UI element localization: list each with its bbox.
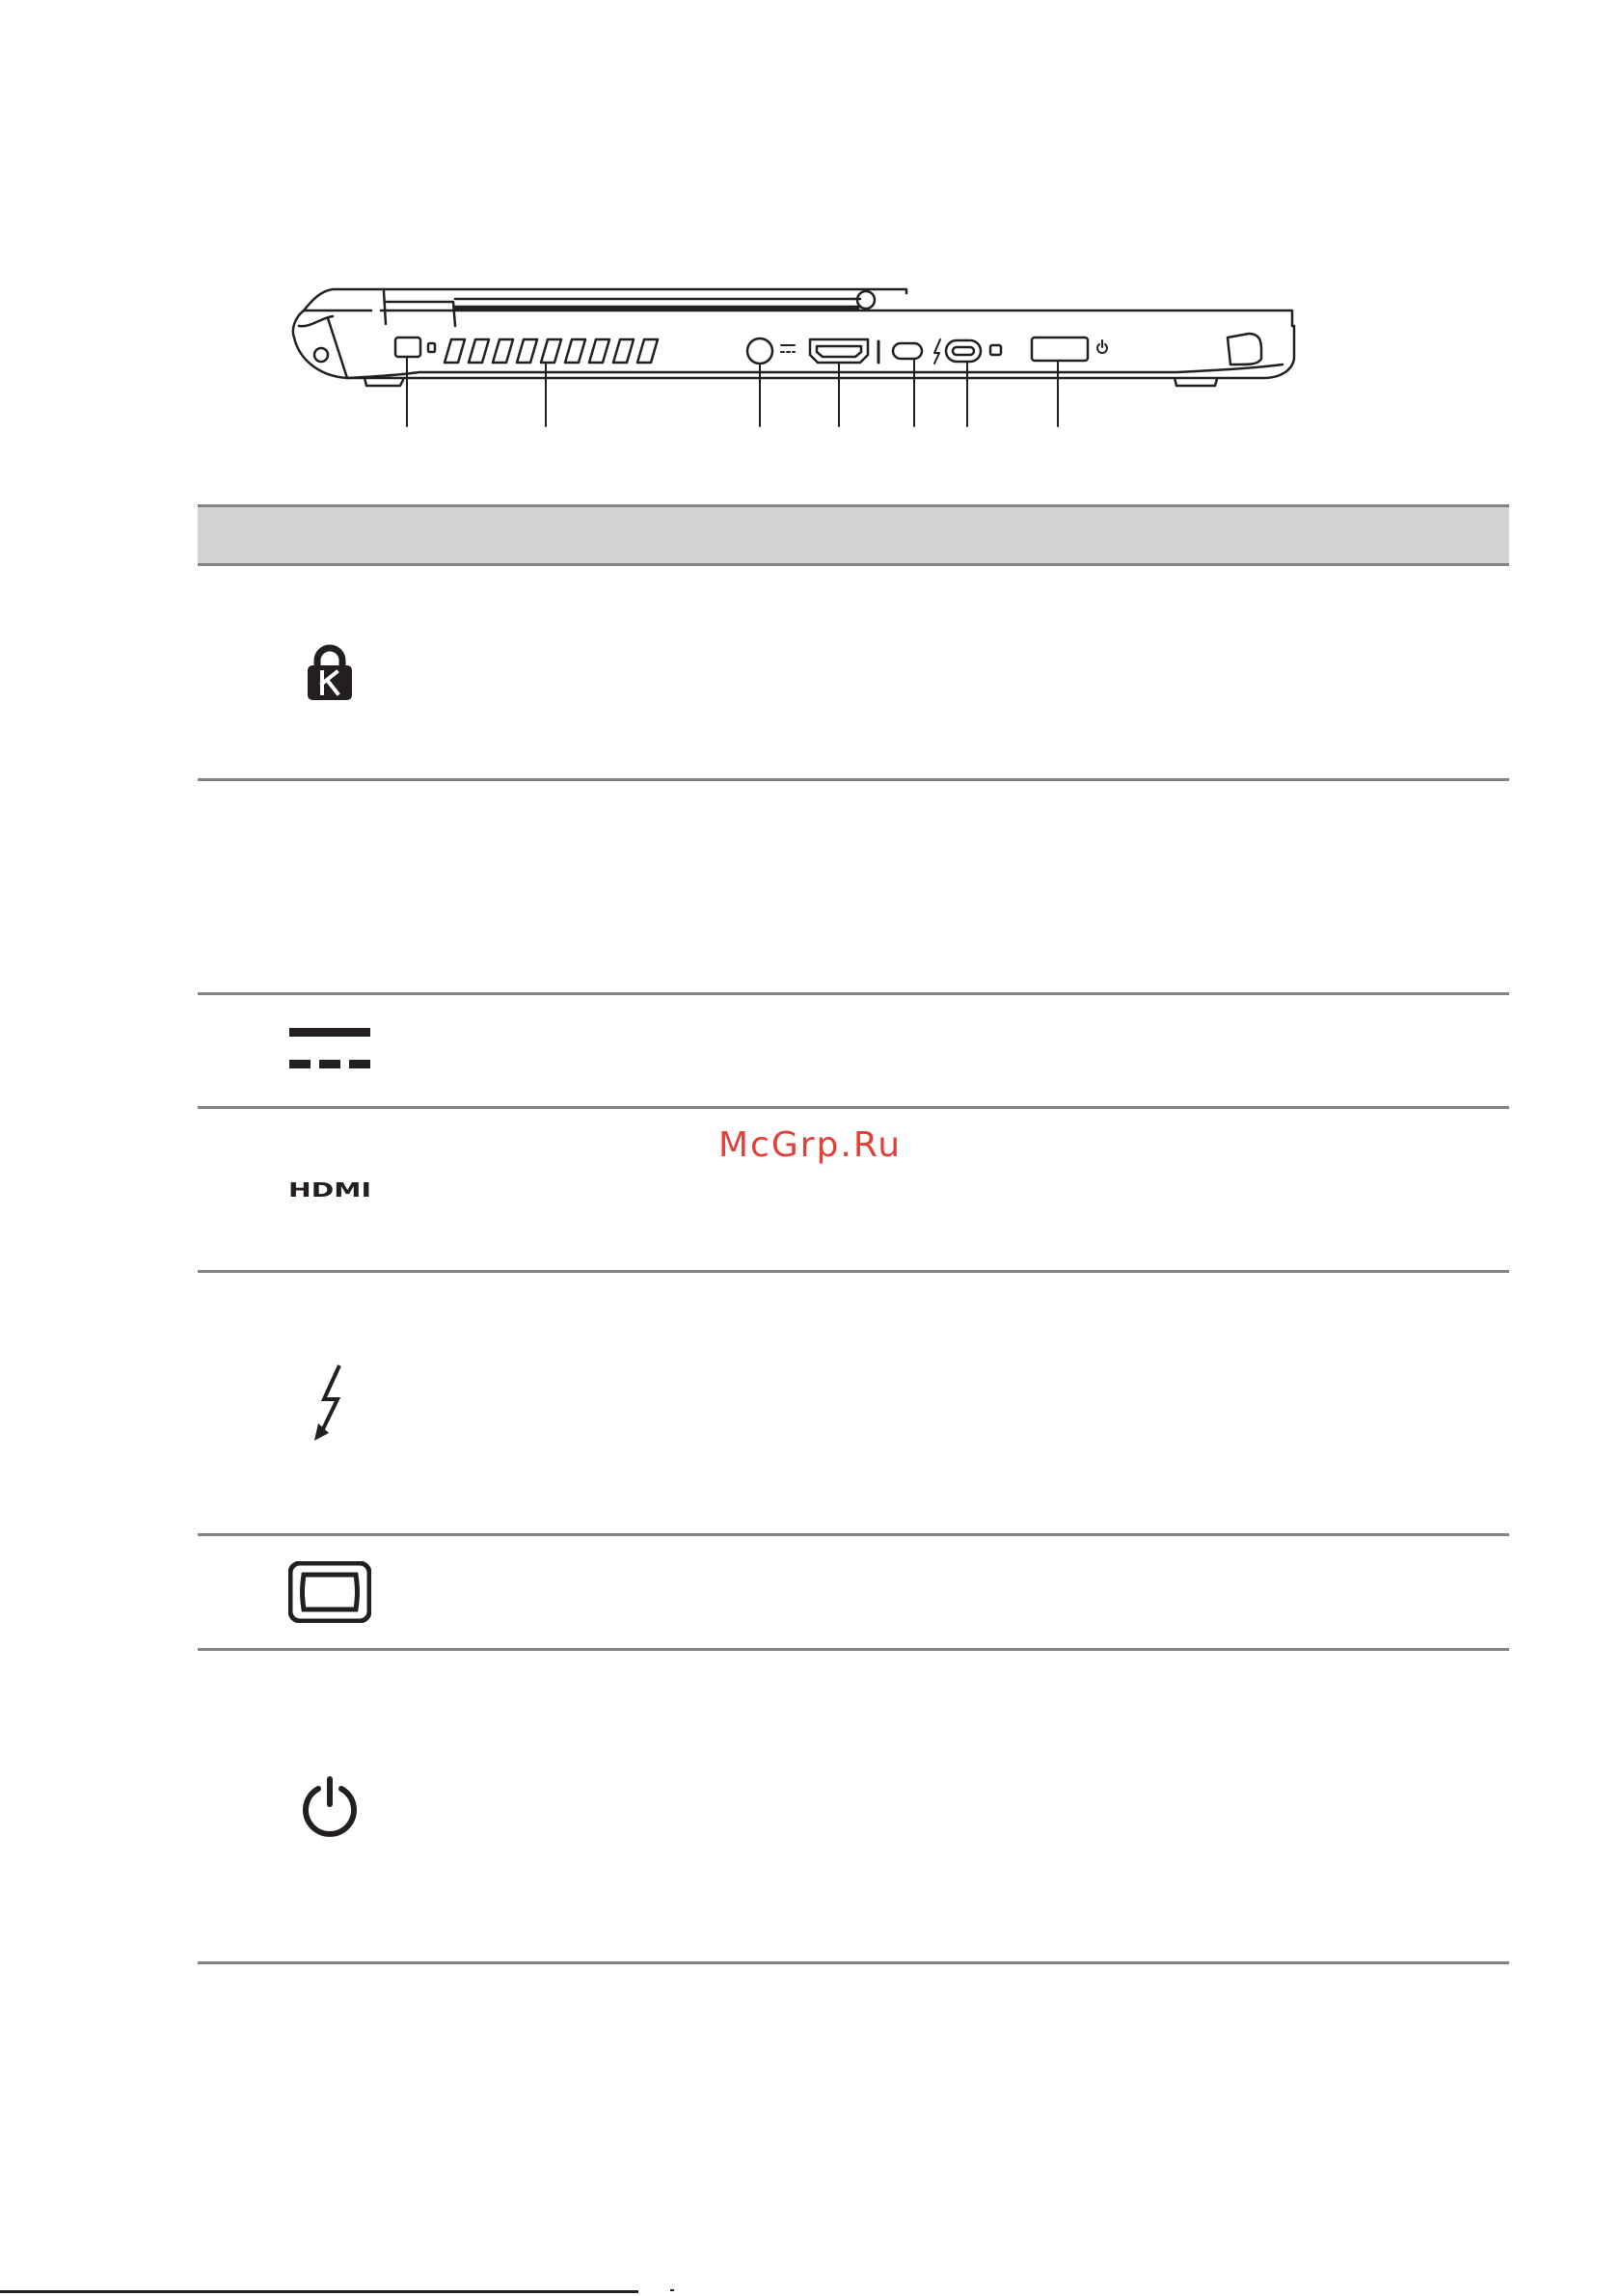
table-row-ventilation <box>198 781 1509 995</box>
table-header <box>198 504 1509 566</box>
display-small-icon <box>990 345 1001 355</box>
hdmi-logo-icon <box>284 1180 375 1200</box>
display-port-icon <box>284 1561 375 1623</box>
kensington-lock-icon <box>284 644 375 700</box>
dc-in-small-icon <box>781 345 795 352</box>
thunderbolt-port <box>946 340 981 362</box>
callout-lines <box>407 357 1058 426</box>
footer-mark <box>670 2289 674 2291</box>
dc-in-jack <box>747 338 772 364</box>
kensington-slot <box>395 338 420 357</box>
thunderbolt-icon <box>284 1364 375 1443</box>
vent-slots <box>445 339 658 363</box>
hdmi-port-inner <box>817 346 861 357</box>
power-small-icon <box>1097 340 1107 353</box>
table-row-display-port <box>198 1536 1509 1651</box>
hdmi-logo-text: HDMI <box>288 1179 371 1200</box>
power-button <box>1032 338 1088 361</box>
lid-inner-edge <box>384 291 858 326</box>
power-icon <box>284 1775 375 1837</box>
thunderbolt-port-inner <box>953 347 974 355</box>
usb-c-port <box>893 343 922 359</box>
hdmi-port-outline <box>810 339 868 363</box>
port-table <box>198 504 1509 1964</box>
table-row-kensington <box>198 566 1509 781</box>
table-row-power <box>198 1651 1509 1964</box>
front-edge <box>328 318 347 378</box>
table-row-thunderbolt <box>198 1273 1509 1536</box>
front-port-circle <box>314 348 328 362</box>
thunderbolt-small-icon <box>934 339 940 364</box>
kensington-slot-icon <box>428 343 435 352</box>
footer-rule <box>0 2290 638 2293</box>
watermark: McGrp.Ru <box>718 1125 903 1165</box>
right-latch <box>1228 334 1261 365</box>
laptop-side-diagram <box>289 270 1311 444</box>
base-bottom-edge <box>347 365 1283 378</box>
stylus <box>455 299 860 307</box>
table-row-dc-in <box>198 995 1509 1109</box>
dc-in-icon <box>284 1028 375 1074</box>
